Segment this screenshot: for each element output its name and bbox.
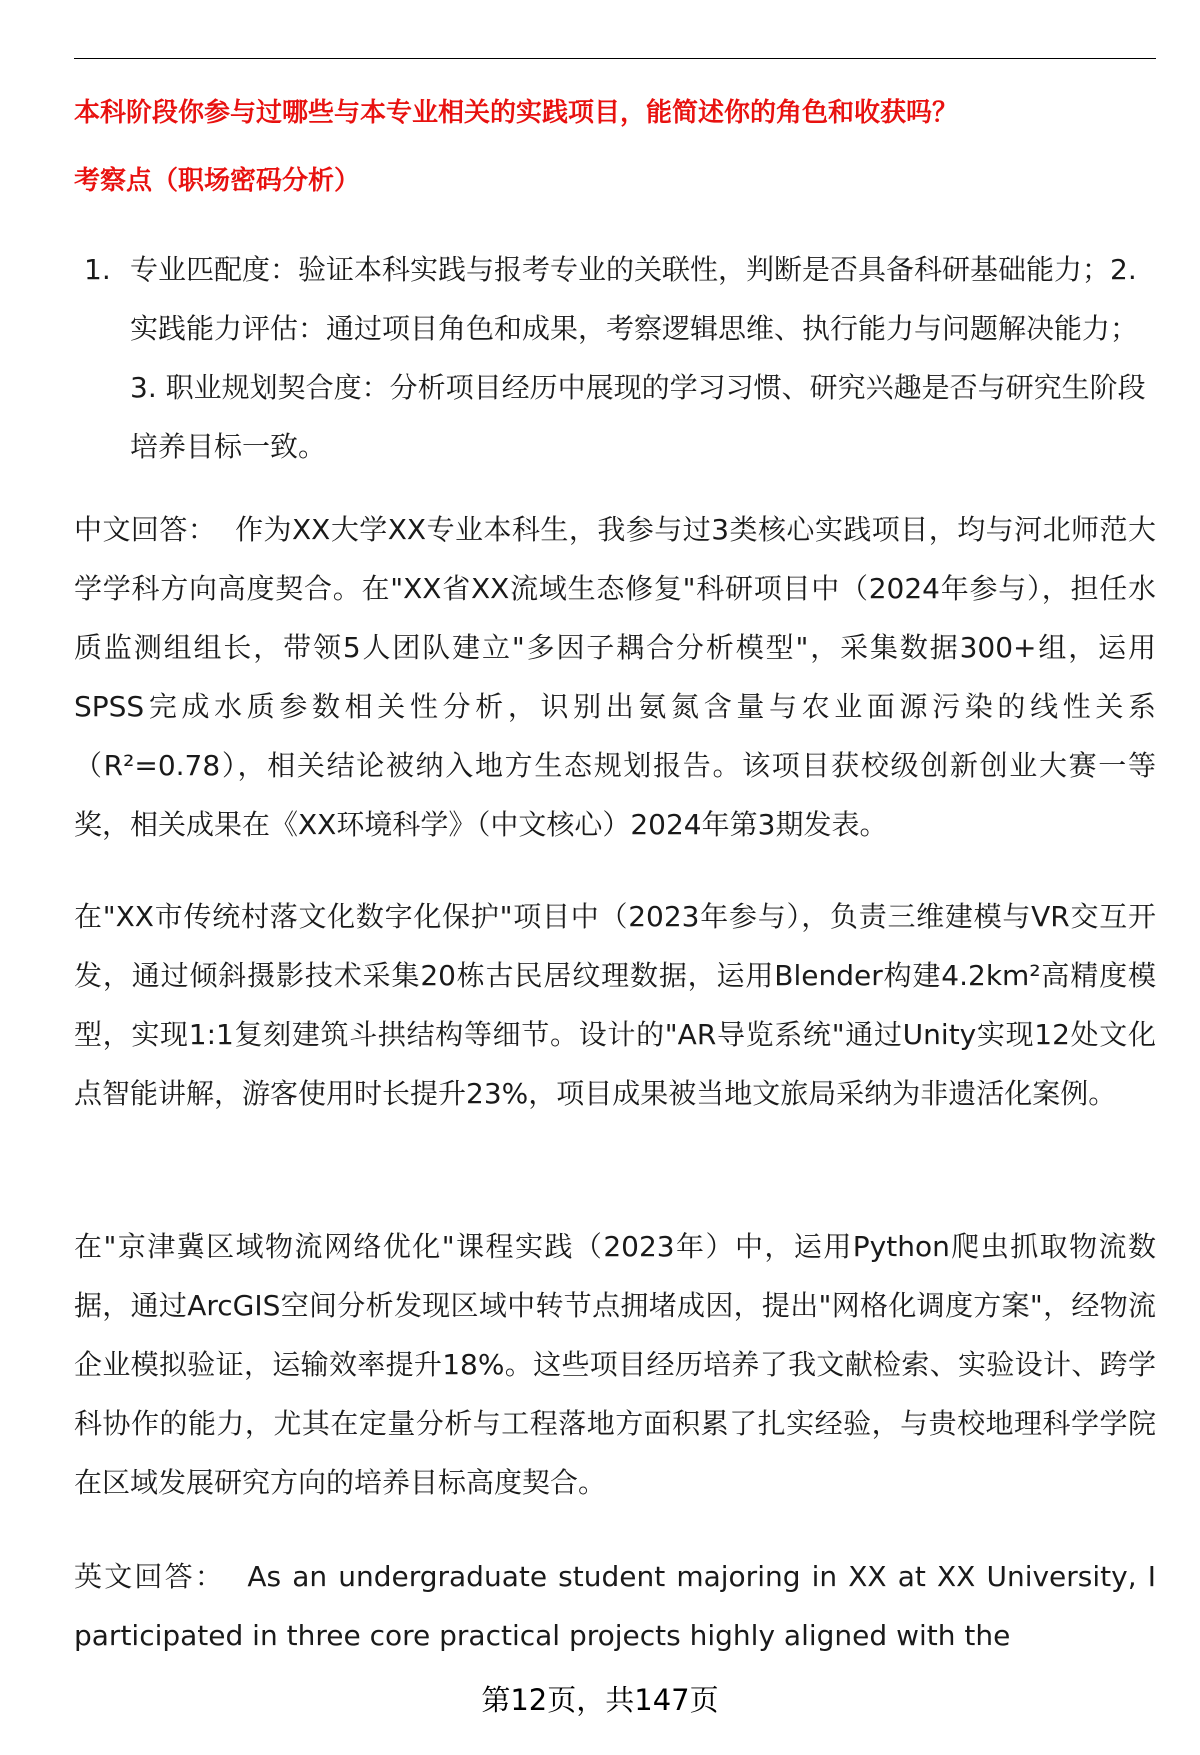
paragraph-text: As an undergraduate student majoring in XX at XX University, I participated in three core practical projects highly aligned with the: [74, 1560, 1156, 1652]
list-item-number: 1.: [84, 253, 111, 286]
list-item-text: 专业匹配度：验证本科实践与报考专业的关联性，判断是否具备科研基础能力；2. 实践能力评估：通过项目角色和成果，考察逻辑思维、执行能力与问题解决能力；3. 职业规划契合度：分析项目经历中展现的学习习惯、研究兴趣是否与研究生阶段培养目标一致。: [130, 253, 1146, 463]
english-answer-paragraph: [74, 1547, 1156, 1665]
page-footer: 第12页，共147页: [481, 1683, 719, 1717]
chinese-answer-label: 中文回答：: [74, 513, 217, 546]
chinese-answer-paragraph: [74, 500, 1156, 854]
paragraph-text: 作为XX大学XX专业本科生，我参与过3类核心实践项目，均与河北师范大学学科方向高度契合。在"XX省XX流域生态修复"科研项目中（2024年参与），担任水质监测组组长，带领5人团队建立"多因子耦合分析模型"，采集数据300+组，运用SPSS完成水质参数相关性分析，识别出氨氮含量与农业面源污染的线性关系（R²=0.78），相关结论被纳入地方生态规划报告。该项目获校级创新创业大赛一等奖，相关成果在《XX环境科学》（中文核心）2024年第3期发表。: [74, 513, 1156, 841]
header-rule: [74, 58, 1156, 59]
list-item: [84, 240, 1156, 476]
paragraph: 在"京津冀区域物流网络优化"课程实践（2023年）中，运用Python爬虫抓取物流数据，通过ArcGIS空间分析发现区域中转节点拥堵成因，提出"网格化调度方案"，经物流企业模拟验证，运输效率提升18%。这些项目经历培养了我文献检索、实验设计、跨学科协作的能力，尤其在定量分析与工程落地方面积累了扎实经验，与贵校地理科学学院在区域发展研究方向的培养目标高度契合。: [74, 1230, 1156, 1499]
question-heading: 本科阶段你参与过哪些与本专业相关的实践项目，能简述你的角色和收获吗？: [74, 98, 959, 128]
paragraph: 在"XX市传统村落文化数字化保护"项目中（2023年参与），负责三维建模与VR交互开发，通过倾斜摄影技术采集20栋古民居纹理数据，运用Blender构建4.2km²高精度模型，实现1:1复刻建筑斗拱结构等细节。设计的"AR导览系统"通过Unity实现12处文化点智能讲解，游客使用时长提升23%，项目成果被当地文旅局采纳为非遗活化案例。: [74, 900, 1156, 1110]
examination-points-list: [84, 240, 1156, 476]
english-answer-label: 英文回答：: [74, 1560, 226, 1593]
examination-points-heading: 考察点（职场密码分析）: [74, 166, 361, 196]
